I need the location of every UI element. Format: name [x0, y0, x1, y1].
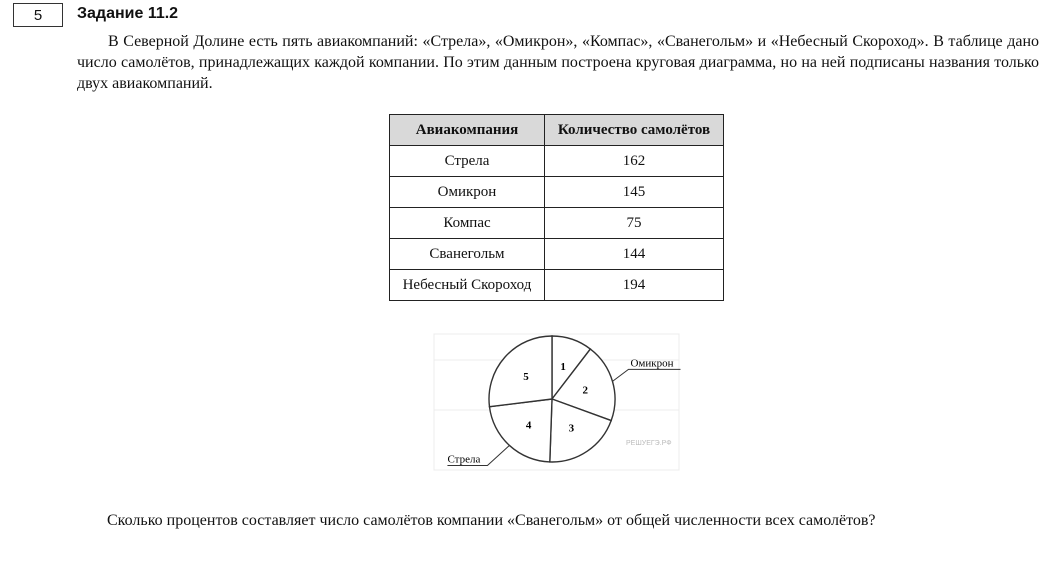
pie-sector-number-2: 2 — [582, 384, 589, 397]
watermark-text: РЕШУЕГЭ.РФ — [626, 440, 672, 447]
pie-chart-figure — [430, 312, 685, 477]
plane-count: 145 — [545, 177, 724, 208]
pie-slice-4 — [489, 399, 552, 462]
airline-name: Стрела — [390, 146, 545, 177]
callout-omikron-leader-line — [612, 369, 680, 381]
airline-table — [389, 114, 724, 301]
plane-count: 162 — [545, 146, 724, 177]
task-number-box: 5 — [13, 3, 63, 27]
pie-sector-number-4: 4 — [525, 419, 532, 432]
task-title: Задание 11.2 — [77, 5, 179, 22]
plane-count: 194 — [545, 270, 724, 301]
pie-chart — [430, 312, 685, 477]
column-header-airline: Авиакомпания — [390, 115, 545, 146]
airline-name: Небесный Скороход — [390, 270, 545, 301]
pie-sector-number-3: 3 — [568, 422, 575, 435]
pie-slice-5 — [489, 336, 552, 407]
callout-strela-label: Стрела — [447, 453, 481, 466]
table-row — [390, 239, 724, 270]
airline-name: Компас — [390, 208, 545, 239]
pie-sector-number-1: 1 — [560, 361, 566, 374]
table-row — [390, 208, 724, 239]
callout-omikron-label: Омикрон — [630, 357, 674, 370]
task-question: Сколько процентов составляет число самолётов компании «Сванегольм» от общей численности всех самолётов? — [107, 512, 876, 529]
table-row — [390, 177, 724, 208]
table-row — [390, 270, 724, 301]
airline-name: Сванегольм — [390, 239, 545, 270]
pie-sector-number-5: 5 — [523, 371, 529, 384]
column-header-count: Количество самолётов — [545, 115, 724, 146]
airline-name: Омикрон — [390, 177, 545, 208]
table-header-row — [390, 115, 724, 146]
table-row — [390, 146, 724, 177]
plane-count: 144 — [545, 239, 724, 270]
plane-count: 75 — [545, 208, 724, 239]
task-statement: В Северной Долине есть пять авиакомпаний: «Стрела», «Омикрон», «Компас», «Сванегольм» и «Небесный Скороход». В таблице дано число самолётов, принадлежащих каждой компании. По этим данным построена круговая диаграмма, но на ней подписаны названия только двух авиакомпаний. — [77, 33, 1039, 92]
